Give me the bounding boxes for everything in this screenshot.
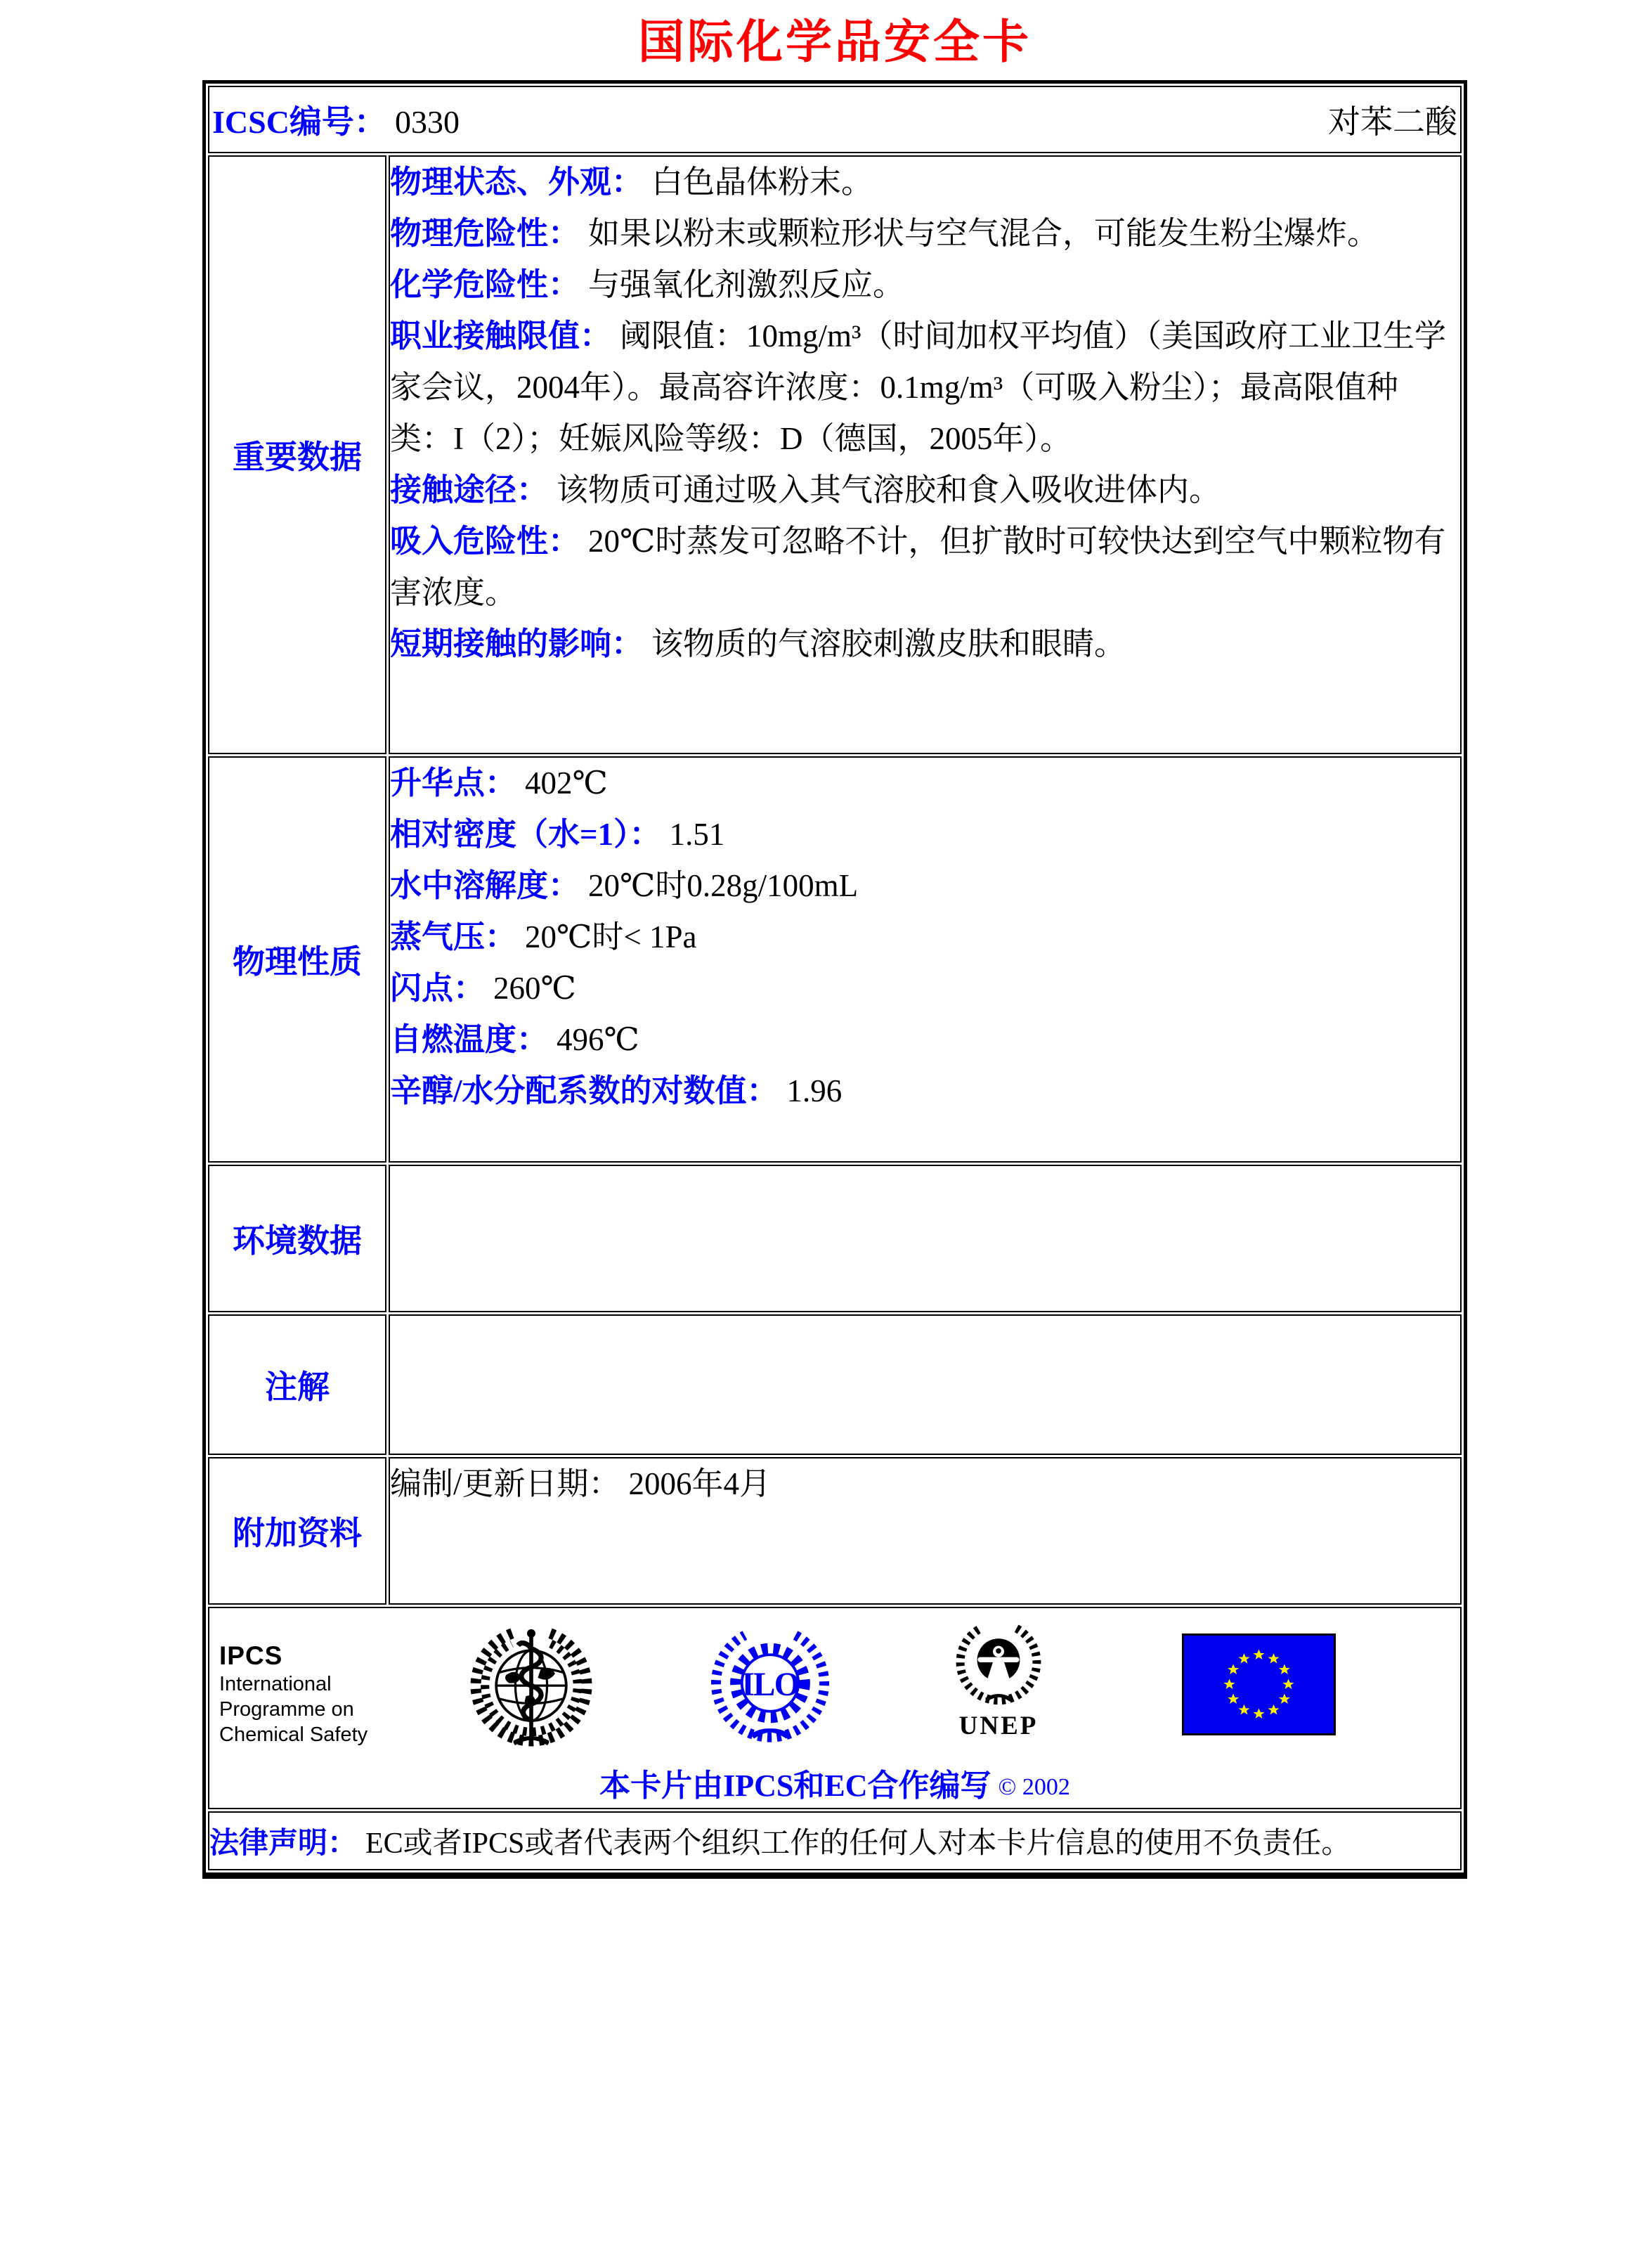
page-title: 国际化学品安全卡 bbox=[638, 17, 1032, 68]
logos-strip bbox=[209, 1608, 1460, 1754]
data-line: 蒸气压： 20℃时< 1Pa bbox=[390, 919, 697, 955]
eu-flag-icon bbox=[1182, 1633, 1336, 1735]
legal-label: 法律声明： bbox=[209, 1827, 358, 1860]
data-line: 升华点： 402℃ bbox=[390, 765, 608, 801]
section-label-additional-info: 附加资料 bbox=[208, 1457, 386, 1605]
card-header bbox=[209, 96, 1460, 143]
ilo-label: ILO bbox=[741, 1667, 799, 1703]
data-line: 相对密度（水=1）： 1.51 bbox=[390, 817, 725, 852]
ilo-logo-icon bbox=[707, 1626, 833, 1745]
data-line: 职业接触限值： 阈限值：10mg/m³（时间加权平均值）（美国政府工业卫生学家会议，2004年）。最高容许浓度：0.1mg/m³（可吸入粉尘）；最高限值种类：I（2）；妊娠风险等级：D（德国，2005年）。 bbox=[390, 318, 1447, 456]
additional-info-content bbox=[389, 1457, 1462, 1605]
data-line: 物理状态、外观： 白色晶体粉末。 bbox=[390, 164, 873, 200]
legal-text: EC或者IPCS或者代表两个组织工作的任何人对本卡片信息的使用不负责任。 bbox=[365, 1827, 1351, 1860]
notes-content bbox=[389, 1314, 1462, 1455]
legal-notice bbox=[208, 1811, 1462, 1870]
logos-row bbox=[208, 1607, 1462, 1809]
card-wrap bbox=[202, 17, 1467, 1879]
icsc-number bbox=[212, 96, 460, 143]
notes-row bbox=[208, 1314, 1462, 1455]
icsc-card-table bbox=[202, 80, 1467, 1879]
chemical-name: 对苯二酸 bbox=[1328, 104, 1457, 140]
data-line: 辛醇/水分配系数的对数值： 1.96 bbox=[390, 1073, 843, 1108]
ipcs-subtitle-line: Programme on bbox=[219, 1698, 354, 1721]
physical-properties-content bbox=[389, 756, 1462, 1163]
page bbox=[0, 17, 1652, 2245]
section-label-notes: 注解 bbox=[208, 1314, 386, 1455]
section-label-physical-properties: 物理性质 bbox=[208, 756, 386, 1163]
section-label-important-data: 重要数据 bbox=[208, 155, 386, 754]
copyright-text: © 2002 bbox=[998, 1774, 1070, 1800]
section-label-environmental-data: 环境数据 bbox=[208, 1165, 386, 1312]
data-line: 闪点： 260℃ bbox=[390, 971, 576, 1006]
unep-logo-icon bbox=[942, 1619, 1055, 1709]
additional-info-row bbox=[208, 1457, 1462, 1605]
who-logo-icon bbox=[465, 1619, 597, 1754]
header-row bbox=[208, 86, 1462, 153]
data-line: 短期接触的影响： 该物质的气溶胶刺激皮肤和眼睛。 bbox=[390, 626, 1126, 661]
data-line: 接触途径： 该物质可通过吸入其气溶胶和食入吸收进体内。 bbox=[390, 472, 1221, 507]
physical-properties-row bbox=[208, 756, 1462, 1163]
icsc-number-label: ICSC编号： bbox=[212, 104, 386, 140]
important-data-row bbox=[208, 155, 1462, 754]
data-line: 水中溶解度： 20℃时0.28g/100mL bbox=[390, 868, 859, 903]
environmental-data-row bbox=[208, 1165, 1462, 1312]
ipcs-subtitle-line: International bbox=[219, 1673, 332, 1695]
unep-block bbox=[940, 1619, 1057, 1740]
ipcs-subtitle-line: Chemical Safety bbox=[219, 1723, 368, 1746]
legal-row bbox=[208, 1811, 1462, 1870]
ipcs-title: IPCS bbox=[219, 1641, 283, 1670]
caption-text: 本卡片由IPCS和EC合作编写 bbox=[599, 1768, 991, 1803]
update-date-label: 编制/更新日期： bbox=[390, 1466, 620, 1501]
unep-label: UNEP bbox=[958, 1712, 1039, 1740]
important-data-content bbox=[389, 155, 1462, 754]
icsc-number-value: 0330 bbox=[394, 104, 460, 140]
data-line: 物理危险性： 如果以粉末或颗粒形状与空气混合，可能发生粉尘爆炸。 bbox=[390, 216, 1379, 251]
update-date-line bbox=[390, 1458, 1460, 1510]
update-date-value: 2006年4月 bbox=[628, 1466, 772, 1501]
ipcs-block bbox=[219, 1641, 448, 1747]
data-line: 自燃温度： 496℃ bbox=[390, 1022, 639, 1057]
cooperation-caption bbox=[209, 1760, 1460, 1805]
data-line: 化学危险性： 与强氧化剂激烈反应。 bbox=[390, 267, 905, 302]
data-line: 吸入危险性： 20℃时蒸发可忽略不计，但扩散时可较快达到空气中颗粒物有害浓度。 bbox=[390, 524, 1446, 610]
environmental-data-content bbox=[389, 1165, 1462, 1312]
